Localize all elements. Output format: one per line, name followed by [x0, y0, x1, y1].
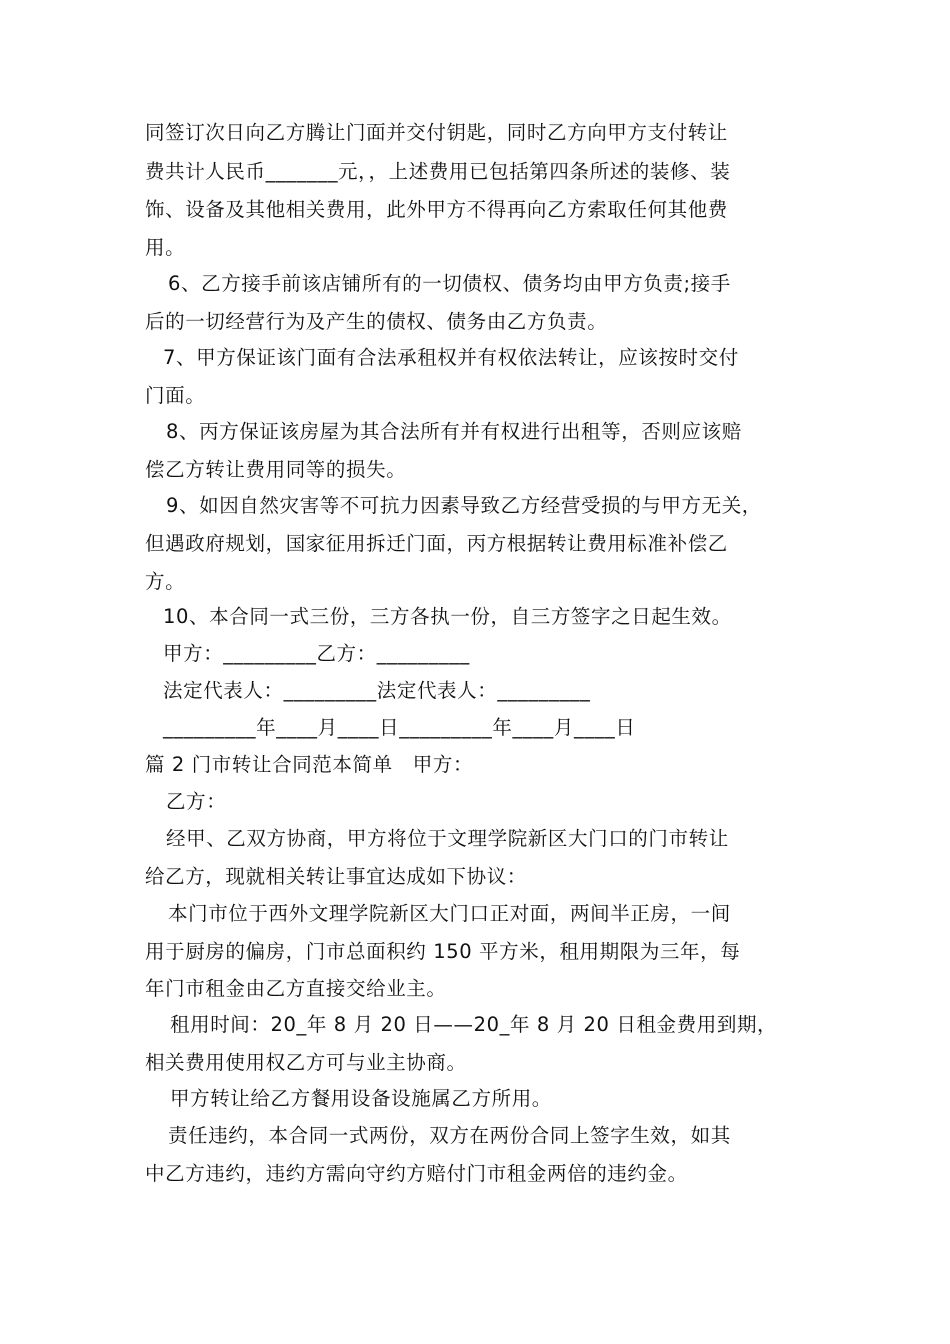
text-line: 饰、设备及其他相关费用，此外甲方不得再向乙方索取任何其他费	[145, 198, 728, 221]
text-line: 费共计人民币_______元，，上述费用已包括第四条所述的装修、装	[145, 160, 731, 183]
text-line: 10、本合同一式三份，三方各执一份，自三方签字之日起生效。	[163, 605, 732, 628]
text-line: 7、甲方保证该门面有合法承租权并有权依法转让，应该按时交付	[163, 346, 739, 369]
text-line: 后的一切经营行为及产生的债权、债务由乙方负责。	[145, 310, 608, 333]
text-line: 偿乙方转让费用同等的损失。	[145, 458, 407, 481]
text-line: 甲方转让给乙方餐用设备设施属乙方所用。	[170, 1087, 552, 1110]
text-line: 本门市位于西外文理学院新区大门口正对面，两间半正房，一间	[168, 902, 731, 925]
text-line: 用于厨房的偏房，门市总面积约 150 平方米，租用期限为三年，每	[145, 940, 741, 963]
signature-line-representatives: 法定代表人：_________法定代表人：_________	[163, 679, 591, 702]
text-line: 但遇政府规划，国家征用拆迁门面，丙方根据转让费用标准补偿乙	[145, 532, 728, 555]
text-line: 8、丙方保证该房屋为其合法所有并有权进行出租等，否则应该赔	[166, 420, 742, 443]
text-line: 年门市租金由乙方直接交给业主。	[145, 977, 447, 1000]
text-line: 相关费用使用权乙方可与业主协商。	[145, 1051, 467, 1074]
text-line: 责任违约，本合同一式两份，双方在两份合同上签字生效，如其	[168, 1124, 731, 1147]
section-heading: 篇 2 门市转让合同范本简单 甲方：	[145, 753, 474, 776]
text-line: 乙方：	[166, 790, 227, 813]
signature-line-parties: 甲方：_________乙方：_________	[163, 642, 470, 665]
text-line: 租用时间：20_年 8 月 20 日——20_年 8 月 20 日租金费用到期，	[170, 1013, 778, 1036]
text-line: 中乙方违约，违约方需向守约方赔付门市租金两倍的违约金。	[145, 1162, 688, 1185]
text-line: 经甲、乙双方协商，甲方将位于文理学院新区大门口的门市转让	[166, 827, 729, 850]
text-line: 给乙方，现就相关转让事宜达成如下协议：	[145, 865, 527, 888]
text-line: 6、乙方接手前该店铺所有的一切债权、债务均由甲方负责;接手	[168, 272, 731, 295]
text-line: 门面。	[145, 384, 206, 407]
text-line: 用。	[145, 236, 186, 259]
text-line: 方。	[145, 570, 186, 593]
text-line: 同签订次日向乙方腾让门面并交付钥匙，同时乙方向甲方支付转让	[145, 121, 728, 144]
signature-line-dates: _________年____月____日_________年____月____日	[163, 716, 636, 739]
text-line: 9、如因自然灾害等不可抗力因素导致乙方经营受损的与甲方无关，	[166, 494, 762, 517]
